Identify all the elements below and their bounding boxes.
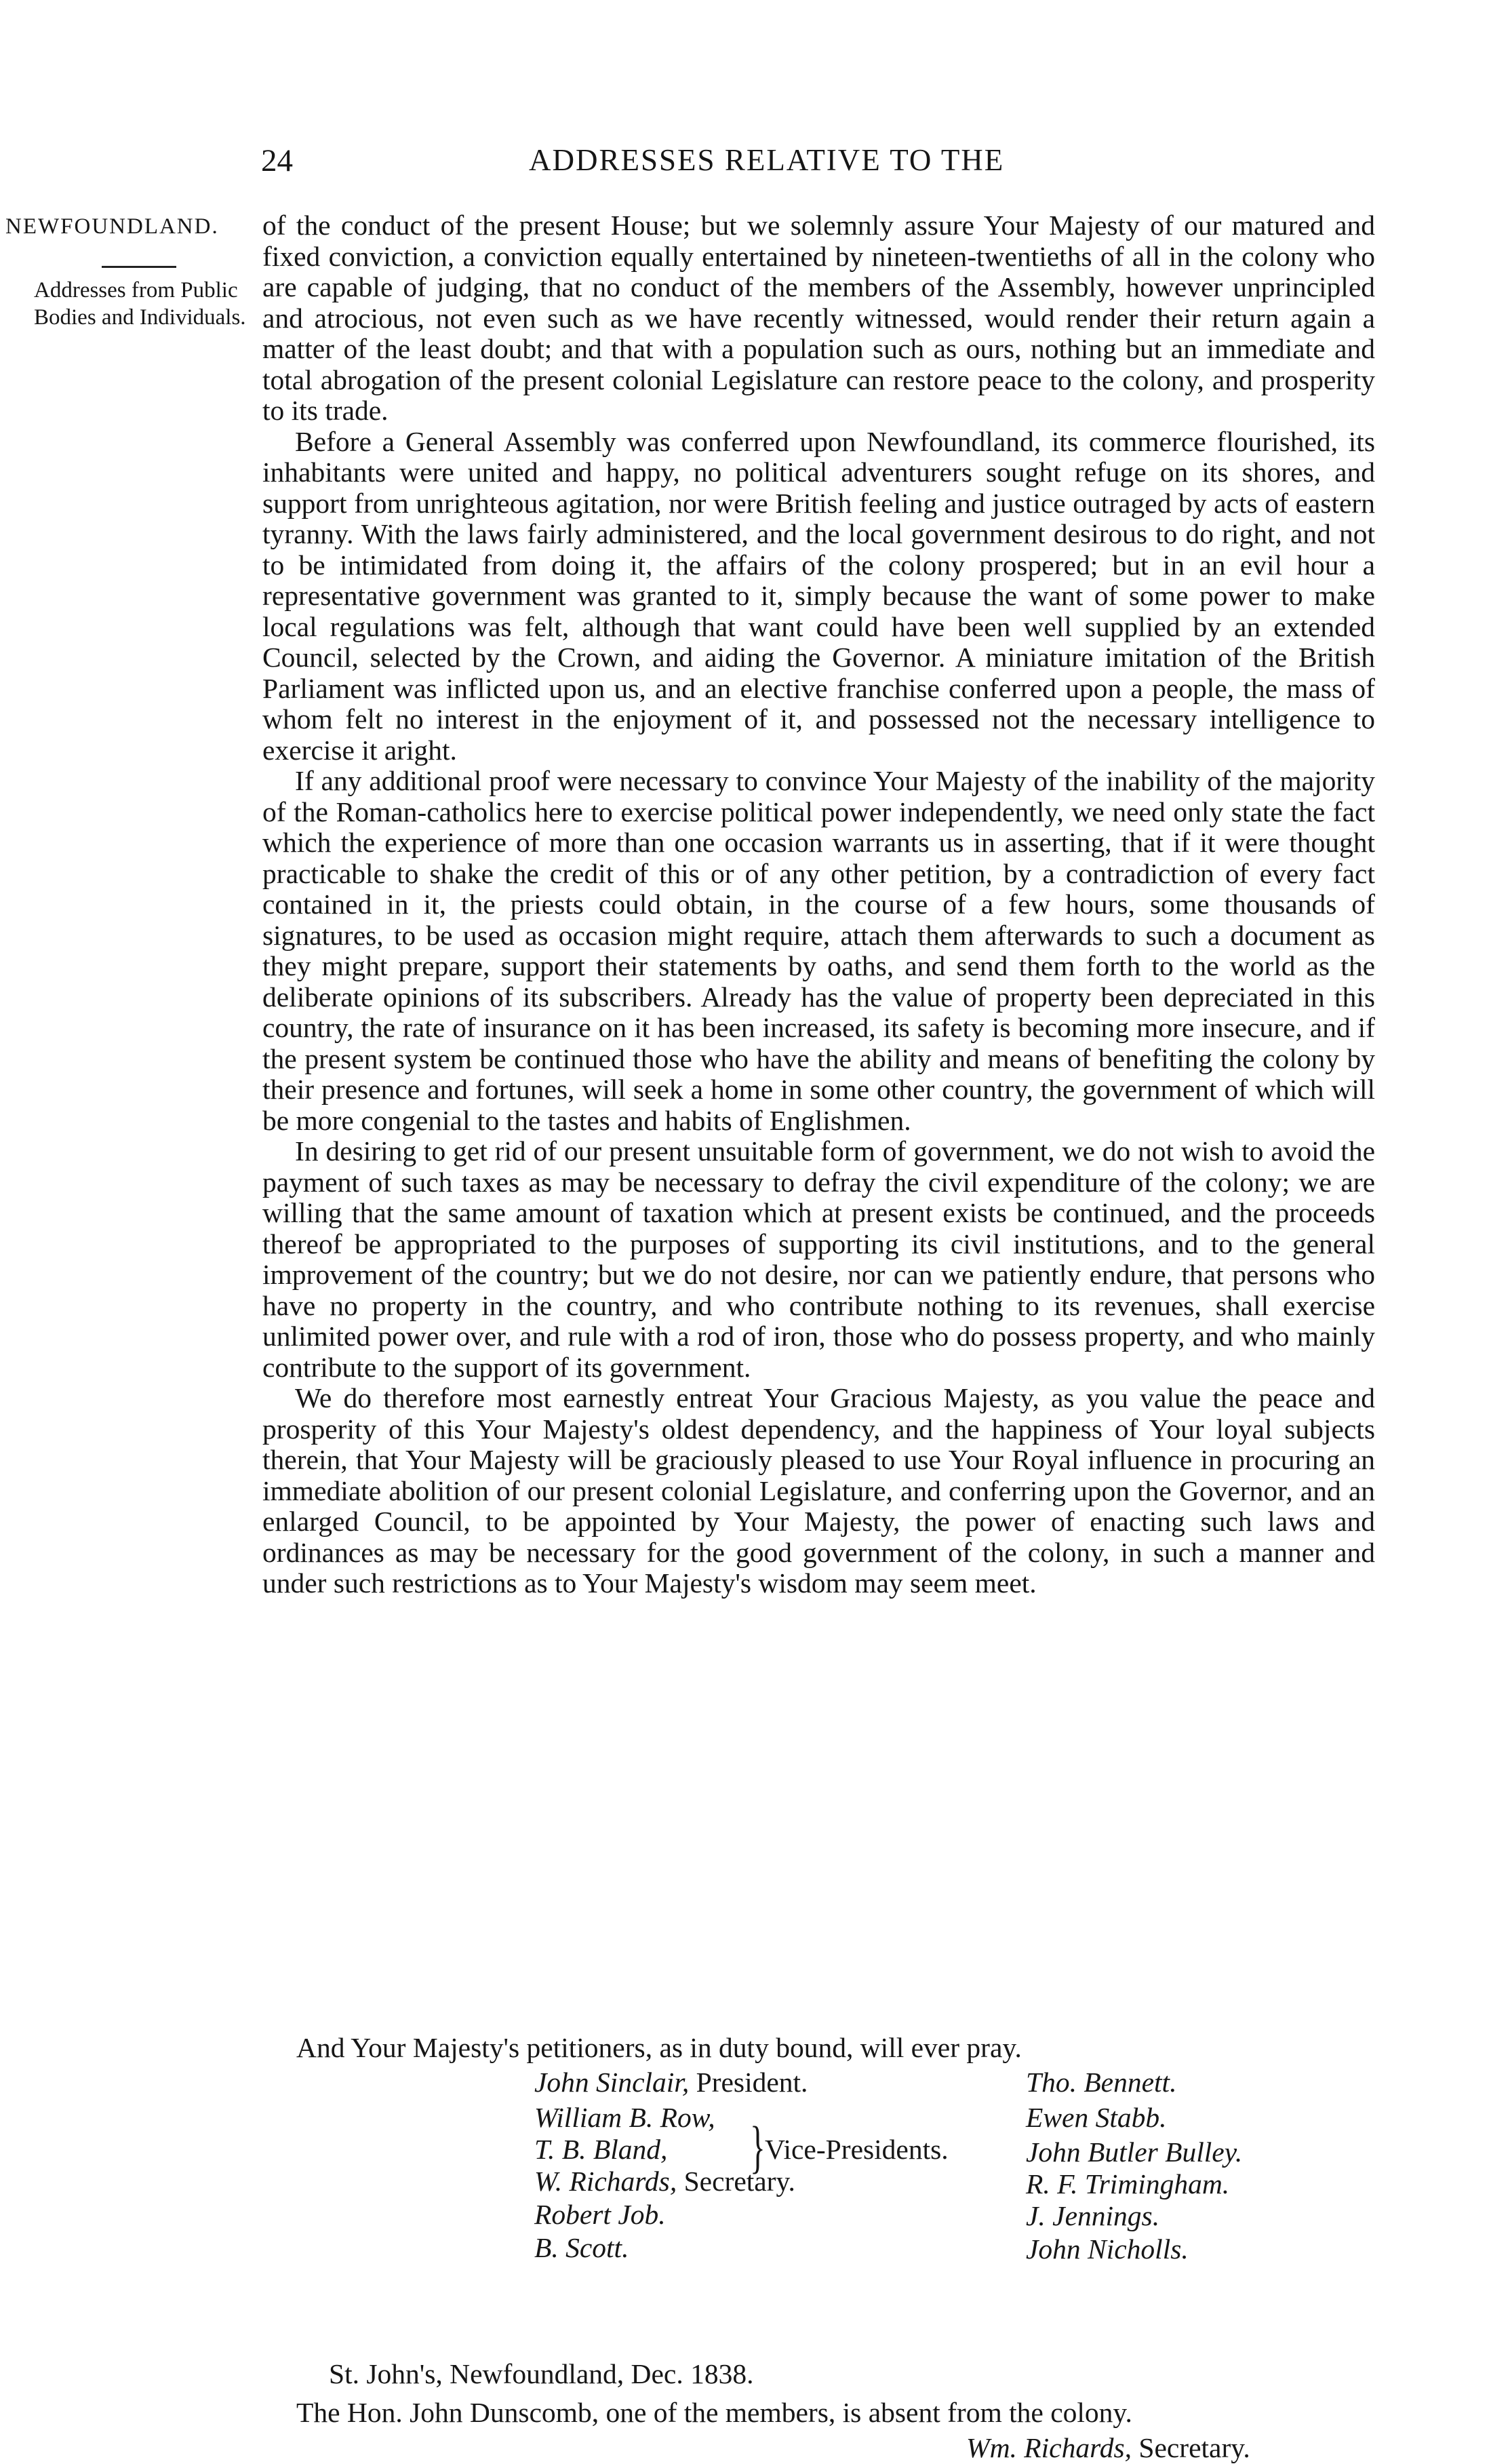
signature-name: B. Scott. [534,2232,629,2263]
signature-name: R. F. Trimingham. [1026,2168,1230,2199]
signature-bland [534,2133,667,2166]
signature-right-6 [1026,2233,1189,2265]
final-signature [966,2431,1250,2464]
body-text [262,210,1375,1599]
signature-name: Robert Job. [534,2199,666,2230]
margin-rule [102,266,176,268]
signature-name: John Butler Bulley. [1026,2136,1243,2168]
signature-right-2 [1026,2101,1166,2134]
running-head: ADDRESSES RELATIVE TO THE [529,143,1005,177]
signature-name: Tho. Bennett. [1026,2067,1177,2098]
signature-sinclair [534,2066,808,2098]
vice-presidents-label: Vice-Presidents. [765,2134,949,2165]
margin-subject: Addresses from Public Bodies and Individuals. [34,278,246,330]
signature-richards [534,2165,795,2197]
paragraph-4: In desiring to get rid of our present unsuitable form of government, we do not wish to avoid the payment of such taxes as may be necessary to defray the civil expenditure of the colony; we are willing that the same amount of taxation which at present exists be continued, and the proceeds thereof be appropriated to the purposes of supporting its civil institutions, and to the general improvement of the country; but we do not desire, nor can we patiently endure, that persons who have no property in the country, and who contribute nothing to its revenues, shall exercise unlimited power over, and rule with a rod of iron, those who do possess property, and who mainly contribute to the support of its government. [262,1135,1375,1383]
paragraph-1: of the conduct of the present House; but we solemnly assure Your Majesty of our matured and fixed conviction, a conviction equally entertained by nineteen-twentieths of all in the colony who are capable of judging, that no conduct of the members of the Assembly, however unprincipled and atrocious, not even such as we have recently witnessed, would render their return again a matter of the least doubt; and that with a population such as ours, nothing but an immediate and total abrogation of the present colonial Legislature can restore peace to the colony, and prosperity to its trade. [262,210,1375,426]
signature-right-3 [1026,2136,1242,2168]
signature-name: William B. Row, [534,2102,715,2133]
signature-name: J. Jennings. [1026,2200,1160,2231]
signature-scott [534,2231,629,2264]
signature-name: John Sinclair, [534,2067,690,2098]
brace-symbol: } [750,2114,766,2179]
signature-name: Wm. Richards, [966,2432,1132,2463]
signature-title: President. [696,2067,808,2098]
paragraph-5: We do therefore most earnestly entreat Your Gracious Majesty, as you value the peace and prosperity of this Your Majesty's oldest dependency, and the happiness of Your loyal subjects therein, that Your Majesty will be graciously pleased to use Your Royal influence in procuring an immediate abolition of our present colonial Legislature, and conferring upon the Governor, and an enlarged Council, to be appointed by Your Majesty, the power of enacting such laws and ordinances as may be necessary for the good government of the colony, in such a manner and under such restrictions as to Your Majesty's wisdom may seem meet. [262,1382,1375,1599]
signature-name: Ewen Stabb. [1026,2102,1167,2133]
paragraph-2: Before a General Assembly was conferred upon Newfoundland, its commerce flourished, its inhabitants were united and happy, no political adventurers sought refuge on its shores, and support from unrighteous agitation, nor were British feeling and justice outraged by acts of eastern tyranny. With the laws fairly administered, and the local government desirous to do right, and not to be intimidated from doing it, the affairs of the colony prospered; but in an evil hour a representative government was granted to it, simply because the want of some power to make local regulations was felt, although that want could have been well supplied by an extended Council, selected by the Crown, and aiding the Governor. A miniature imitation of the British Parliament was inflicted upon us, and an elective franchise conferred upon a people, the mass of whom felt no interest in the enjoyment of it, and possessed not the necessary intelligence to exercise it aright. [262,425,1375,766]
page-number: 24 [261,143,293,178]
signature-right-5 [1026,2199,1159,2232]
absence-note: The Hon. John Dunscomb, one of the members, is absent from the colony. [296,2397,1132,2428]
margin-label: NEWFOUNDLAND. [5,214,219,239]
paragraph-3: If any additional proof were necessary to convince Your Majesty of the inability of the majority of the Roman-catholics here to exercise political power independently, we need only state the fact which the experience of more than one occasion warrants us in asserting, that if it were thought practicable to shake the credit of this or of any other petition, by a contradiction of every fact contained in it, the priests could obtain, in the course of a few hours, some thousands of signatures, to be used as occasion might require, attach them afterwards to such a document as they might prepare, support their statements by oaths, and send them forth to the world as the deliberate opinions of its subscribers. Already has the value of property been depreciated in this country, the rate of insurance on it has been increased, its safety is becoming more insecure, and if the present system be continued those who have the ability and means of benefiting the colony by their presence and fortunes, will seek a home in some other country, the government of which will be more congenial to the tastes and habits of Englishmen. [262,765,1375,1136]
signature-job [534,2198,666,2231]
signature-name: T. B. Bland, [534,2134,668,2165]
signature-row [534,2101,715,2134]
place-date: St. John's, Newfoundland, Dec. 1838. [329,2358,754,2389]
signature-right-4 [1026,2168,1229,2200]
signature-title: Secretary. [1138,2432,1250,2463]
closing-prayer: And Your Majesty's petitioners, as in duty bound, will ever pray. [296,2032,1022,2063]
signature-name: John Nicholls. [1026,2233,1189,2265]
signature-name: W. Richards, [534,2166,677,2197]
signature-title: Secretary. [683,2166,795,2197]
signature-right-1 [1026,2066,1176,2098]
